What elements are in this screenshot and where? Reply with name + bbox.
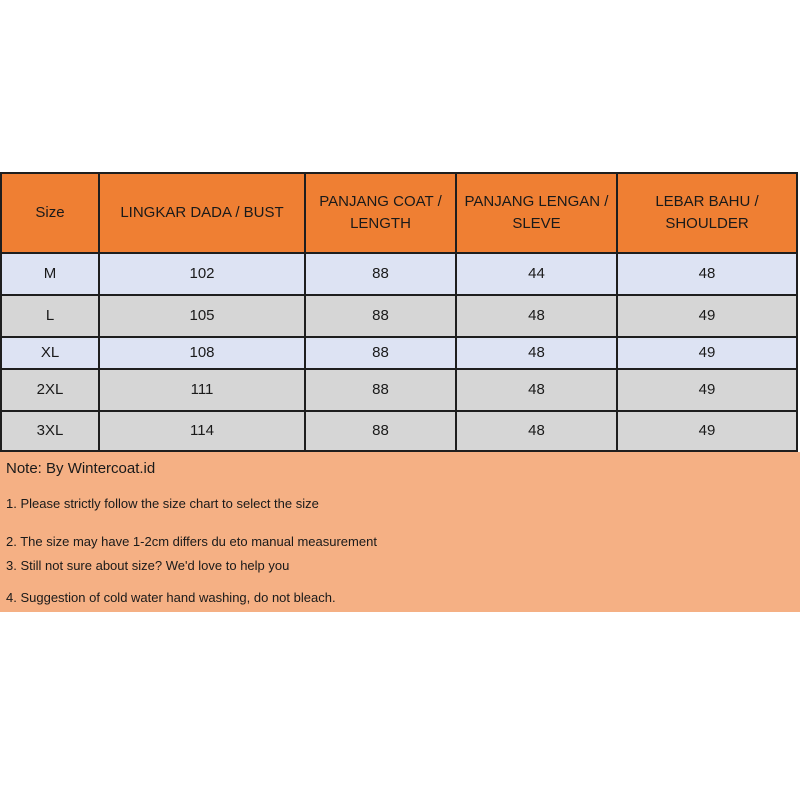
notes-panel bbox=[0, 452, 800, 612]
header-bust: LINGKAR DADA / BUST bbox=[99, 173, 305, 253]
header-length: PANJANG COAT / LENGTH bbox=[305, 173, 456, 253]
cell-length: 88 bbox=[305, 337, 456, 369]
cell-length: 88 bbox=[305, 411, 456, 451]
note-line-4: 4. Suggestion of cold water hand washing, do not bleach. bbox=[6, 590, 336, 605]
cell-shoulder: 49 bbox=[617, 337, 797, 369]
cell-size: M bbox=[1, 253, 99, 295]
notes-title: Note: By Wintercoat.id bbox=[6, 460, 156, 477]
table-row bbox=[1, 253, 797, 295]
table-row bbox=[1, 411, 797, 451]
size-chart-sheet bbox=[0, 172, 800, 612]
cell-sleeve: 48 bbox=[456, 369, 617, 411]
table-row bbox=[1, 295, 797, 337]
cell-bust: 102 bbox=[99, 253, 305, 295]
cell-sleeve: 48 bbox=[456, 411, 617, 451]
header-size: Size bbox=[1, 173, 99, 253]
note-line-1: 1. Please strictly follow the size chart to select the size bbox=[6, 496, 319, 511]
cell-length: 88 bbox=[305, 369, 456, 411]
table-header-row bbox=[1, 173, 797, 253]
cell-bust: 111 bbox=[99, 369, 305, 411]
header-shoulder: LEBAR BAHU / SHOULDER bbox=[617, 173, 797, 253]
cell-bust: 105 bbox=[99, 295, 305, 337]
cell-size: 2XL bbox=[1, 369, 99, 411]
cell-shoulder: 48 bbox=[617, 253, 797, 295]
cell-sleeve: 48 bbox=[456, 295, 617, 337]
header-sleeve: PANJANG LENGAN / SLEVE bbox=[456, 173, 617, 253]
cell-length: 88 bbox=[305, 295, 456, 337]
cell-bust: 114 bbox=[99, 411, 305, 451]
cell-sleeve: 44 bbox=[456, 253, 617, 295]
cell-length: 88 bbox=[305, 253, 456, 295]
size-chart-table bbox=[0, 172, 798, 452]
table-row bbox=[1, 369, 797, 411]
cell-size: XL bbox=[1, 337, 99, 369]
note-line-2: 2. The size may have 1-2cm differs du eto manual measurement bbox=[6, 534, 377, 549]
cell-shoulder: 49 bbox=[617, 411, 797, 451]
cell-bust: 108 bbox=[99, 337, 305, 369]
cell-size: L bbox=[1, 295, 99, 337]
cell-sleeve: 48 bbox=[456, 337, 617, 369]
note-line-3: 3. Still not sure about size? We'd love to help you bbox=[6, 558, 290, 573]
cell-shoulder: 49 bbox=[617, 369, 797, 411]
cell-size: 3XL bbox=[1, 411, 99, 451]
table-row bbox=[1, 337, 797, 369]
cell-shoulder: 49 bbox=[617, 295, 797, 337]
